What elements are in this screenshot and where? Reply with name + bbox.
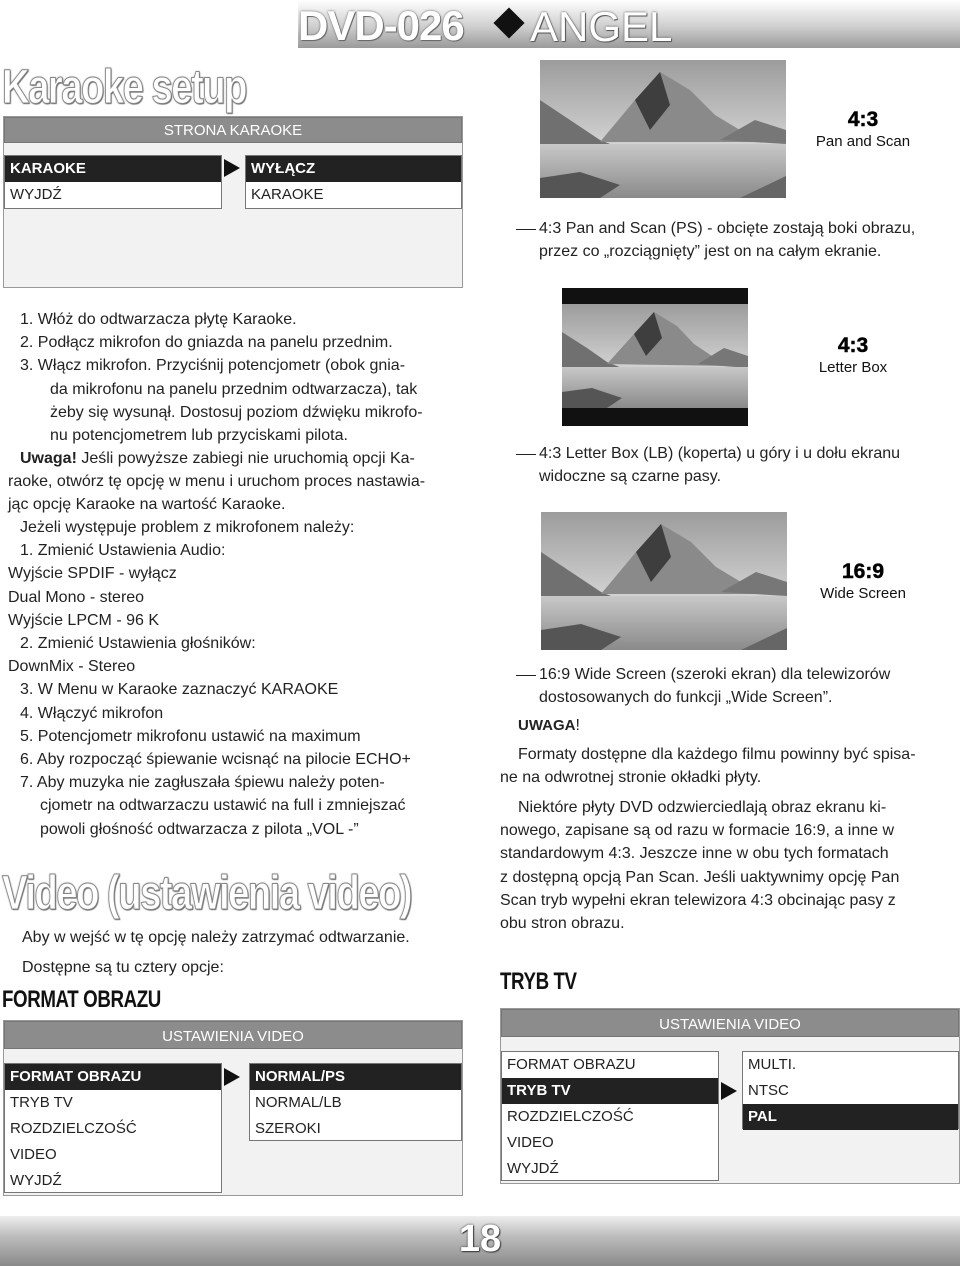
menu-item-exit[interactable]: WYJDŹ <box>507 1160 559 1177</box>
ratio-label: 16:9 <box>841 560 885 583</box>
option-normal-ps[interactable]: NORMAL/PS <box>250 1064 461 1090</box>
menu-item-resolution[interactable]: ROZDZIELCZOŚĆ <box>507 1108 634 1125</box>
landscape-image <box>540 60 786 198</box>
desc-line: przez co „rozciągnięty” jest on na całym ekranie. <box>539 243 882 261</box>
problem-line: 2. Zmienić Ustawienia głośników: <box>20 635 256 653</box>
para-line: Formaty dostępne dla każdego filmu powinny być spisa- <box>518 746 916 763</box>
arrow-right-icon <box>721 1082 737 1100</box>
video-menu-left <box>4 1063 222 1193</box>
landscape-image <box>541 512 787 650</box>
letterbox-image <box>562 304 748 408</box>
option-wide[interactable]: SZEROKI <box>255 1120 321 1137</box>
problem-line: powoli głośność odtwarzacza z pilota „VOL -” <box>40 820 359 838</box>
landscape-image <box>562 304 748 408</box>
problem-line: Wyjście SPDIF - wyłącz <box>8 565 177 583</box>
video-menu-right <box>249 1063 462 1141</box>
step-line: da mikrofonu na panelu przednim odtwarzacza), tak <box>50 380 418 398</box>
format-name: Letter Box <box>818 359 888 376</box>
brand-name: ANGEL <box>530 3 673 50</box>
desc-line: 4:3 Letter Box (LB) (koperta) u góry i u dołu ekranu <box>539 445 901 462</box>
warning-para2 <box>500 796 960 935</box>
note-line: jąc opcję Karaoke na wartość Karaoke. <box>8 496 286 514</box>
dash-marker <box>516 454 536 455</box>
problem-line: 7. Aby muzyka nie zagłuszała śpiewu należy poten- <box>20 774 385 792</box>
video-menu-panel <box>3 1020 463 1196</box>
menu-item-video[interactable]: VIDEO <box>10 1146 57 1163</box>
model-name: DVD-026 <box>298 2 464 49</box>
dash-marker <box>516 675 536 676</box>
para-line: Scan tryb wypełni ekran telewizora 4:3 obcinając pasy z <box>500 891 896 909</box>
step-line: nu potencjometrem lub przyciskami pilota. <box>50 427 348 445</box>
problem-line: Jeżeli występuje problem z mikrofonem należy: <box>20 519 355 536</box>
karaoke-menu-left <box>4 155 222 209</box>
ratio-label: 4:3 <box>837 334 869 357</box>
karaoke-problems <box>8 516 468 841</box>
karaoke-menu-panel <box>3 116 463 288</box>
para-line: z dostępną opcją Pan Scan. Jeśli uaktywnimy opcję Pan <box>500 868 900 886</box>
option-ntsc[interactable]: NTSC <box>748 1082 789 1099</box>
problem-line: 4. Włączyć mikrofon <box>20 704 164 722</box>
problem-line: Wyjście LPCM - 96 K <box>8 611 159 629</box>
warning-mark: ! <box>575 717 580 734</box>
widescreen-desc <box>539 663 959 709</box>
menu-item-format[interactable]: FORMAT OBRAZU <box>5 1064 221 1090</box>
menu-item-karaoke[interactable]: KARAOKE <box>5 156 221 182</box>
option-multi[interactable]: MULTI. <box>748 1056 797 1073</box>
menu-item-tv-mode[interactable]: TRYB TV <box>10 1094 73 1111</box>
problem-line: DownMix - Stereo <box>8 658 136 676</box>
problem-line: 1. Zmienić Ustawienia Audio: <box>20 542 226 560</box>
desc-line: dostosowanych do funkcji „Wide Screen”. <box>539 689 833 707</box>
desc-line: 16:9 Wide Screen (szeroki ekran) dla telewizorów <box>539 666 891 683</box>
ratio-label: 4:3 <box>847 108 879 131</box>
option-karaoke[interactable]: KARAOKE <box>251 186 324 203</box>
video-intro: Aby w wejść w tę opcję należy zatrzymać odtwarzanie. <box>22 929 410 946</box>
menu-item-exit[interactable]: WYJDŹ <box>10 1172 62 1189</box>
problem-line: 6. Aby rozpocząć śpiewanie wcisnąć na pilocie ECHO+ <box>20 751 411 769</box>
desc-line: widoczne są czarne pasy. <box>539 468 722 486</box>
video-menu-header: USTAWIENIA VIDEO <box>4 1021 462 1049</box>
widescreen-image <box>541 512 787 650</box>
menu-item-format[interactable]: FORMAT OBRAZU <box>507 1056 636 1073</box>
para-line: Niektóre płyty DVD odzwierciedlają obraz ekranu ki- <box>518 799 887 816</box>
format-name: Pan and Scan <box>815 133 911 150</box>
step-line: 3. Włącz mikrofon. Przyciśnij potencjometr (obok gnia- <box>20 357 406 375</box>
pan-scan-desc <box>539 217 959 263</box>
option-normal-lb[interactable]: NORMAL/LB <box>255 1094 342 1111</box>
format-name: Wide Screen <box>820 585 906 602</box>
problem-line: 3. W Menu w Karaoke zaznaczyć KARAOKE <box>20 681 339 699</box>
karaoke-menu-header: STRONA KARAOKE <box>4 117 462 143</box>
problem-line: cjometr na odtwarzaczu ustawić na full i zmniejszać <box>40 797 406 815</box>
para-line: nowego, zapisane są od razu w formacie 16:9, a inne w <box>500 822 895 840</box>
video-options-intro: Dostępne są tu cztery opcje: <box>22 959 224 976</box>
note-line: raoke, otwórz tę opcję w menu i uruchom proces nastawia- <box>8 473 426 491</box>
option-pal[interactable]: PAL <box>743 1104 958 1130</box>
warning-label: UWAGA <box>518 717 576 734</box>
karaoke-title: Karaoke setup <box>2 61 246 114</box>
letterbox-desc <box>539 442 959 488</box>
problem-line: 5. Potencjometr mikrofonu ustawić na maximum <box>20 727 361 745</box>
tv-menu-left <box>501 1051 719 1181</box>
format-title: FORMAT OBRAZU <box>2 986 161 1013</box>
warning-heading <box>518 714 580 737</box>
karaoke-menu-right <box>245 155 462 209</box>
tv-menu-right <box>742 1051 959 1129</box>
menu-item-tv-mode[interactable]: TRYB TV <box>502 1078 718 1104</box>
step-line: 1. Włóż do odtwarzacza płytę Karaoke. <box>20 311 297 328</box>
video-title: Video (ustawienia video) <box>2 867 411 920</box>
menu-item-video[interactable]: VIDEO <box>507 1134 554 1151</box>
karaoke-note <box>8 447 468 517</box>
tv-menu-header: USTAWIENIA VIDEO <box>501 1009 959 1037</box>
step-line: 2. Podłącz mikrofon do gniazda na panelu przednim. <box>20 334 393 352</box>
arrow-right-icon <box>224 159 240 177</box>
step-line: żeby się wysunął. Dostosuj poziom dźwięku mikrofo- <box>50 403 423 421</box>
desc-line: 4:3 Pan and Scan (PS) - obcięte zostają boki obrazu, <box>539 220 916 237</box>
menu-item-exit[interactable]: WYJDŹ <box>10 186 62 203</box>
arrow-right-icon <box>224 1068 240 1086</box>
para-line: standardowym 4:3. Jeszcze inne w obu tych formatach <box>500 845 889 863</box>
menu-item-resolution[interactable]: ROZDZIELCZOŚĆ <box>10 1120 137 1137</box>
option-off[interactable]: WYŁĄCZ <box>246 156 461 182</box>
tv-menu-panel <box>500 1008 960 1184</box>
tv-mode-title: TRYB TV <box>500 968 577 995</box>
pan-scan-image <box>540 60 786 198</box>
problem-line: Dual Mono - stereo <box>8 588 145 606</box>
karaoke-steps <box>20 308 460 447</box>
warning-para1 <box>500 743 960 789</box>
para-line: ne na odwrotnej stronie okładki płyty. <box>500 769 762 787</box>
page-number: 18 <box>458 1218 502 1260</box>
note-label: Uwaga! <box>20 450 77 467</box>
dash-marker <box>516 229 536 230</box>
note-line: Jeśli powyższe zabiegi nie uruchomią opcji Ka- <box>76 450 415 467</box>
para-line: obu stron obrazu. <box>500 915 625 933</box>
